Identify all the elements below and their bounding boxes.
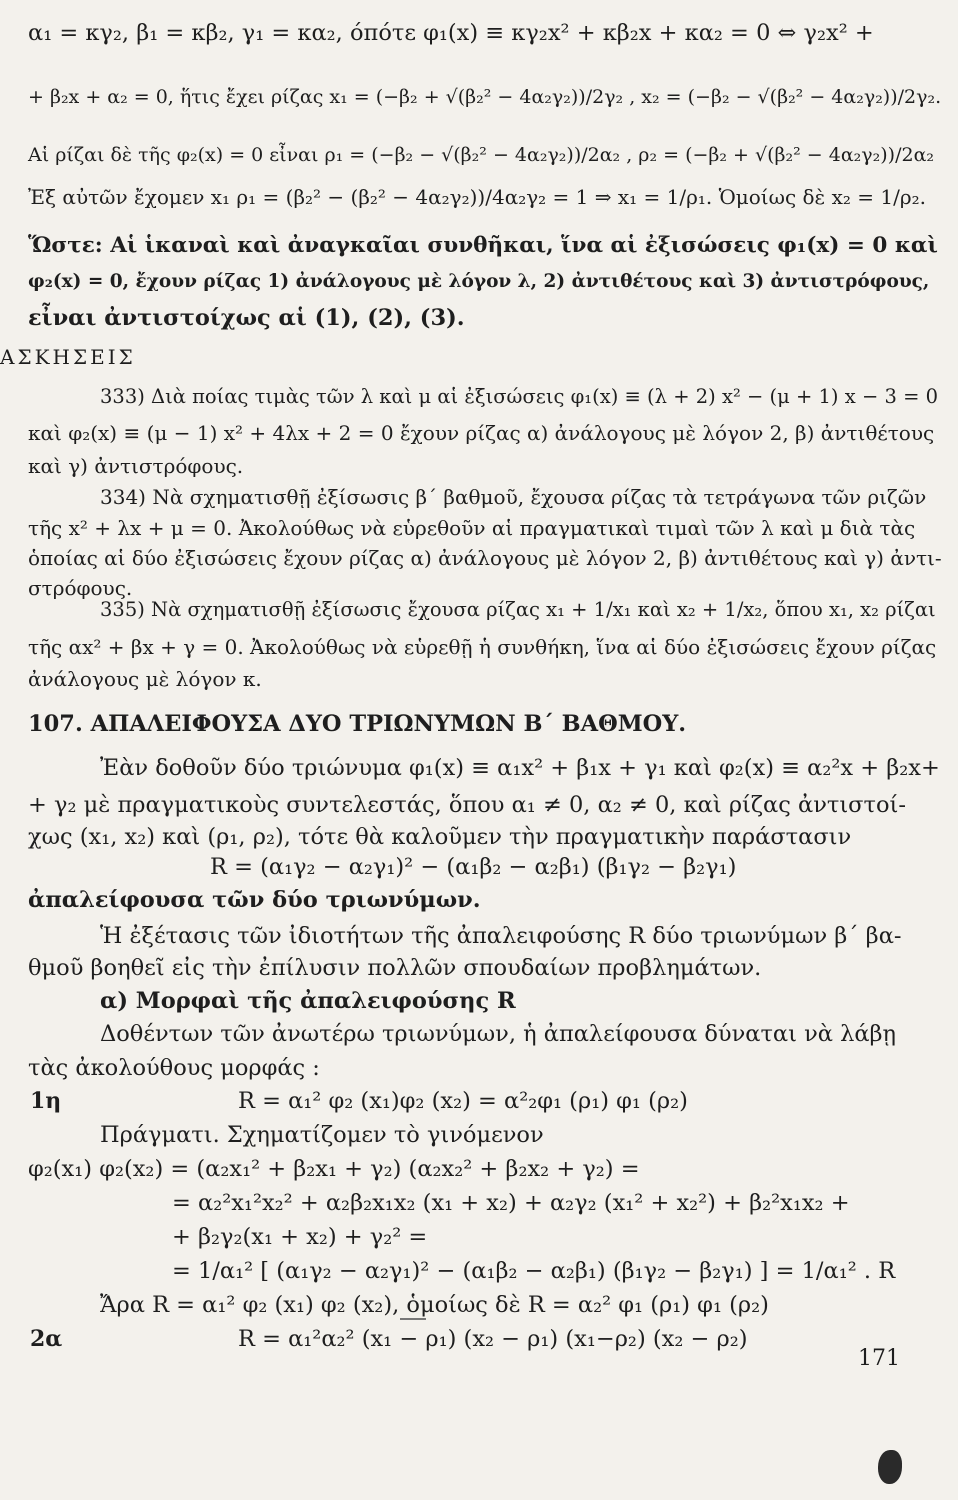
text-line: χως (x₁, x₂) καὶ (ρ₁, ρ₂), τότε θὰ καλοῦμεν τὴν πραγματικὴν παράστασιν: [28, 824, 852, 850]
text-line: εἶναι ἀντιστοίχως αἱ (1), (2), (3).: [28, 305, 465, 331]
formula-line: R = α₁² φ₂ (x₁)φ₂ (x₂) = α²₂φ₁ (ρ₁) φ₁ (ρ₂): [238, 1088, 688, 1114]
text-line: στρόφους.: [28, 576, 133, 600]
text-line: τῆς x² + λx + μ = 0. Ἀκολούθως νὰ εὑρεθοῦν αἱ πραγματικαὶ τιμαὶ τῶν λ καὶ μ διὰ τὰς: [28, 516, 916, 540]
text-line: τὰς ἀκολούθους μορφάς :: [28, 1055, 320, 1081]
text-line: φ₂(x) = 0, ἔχουν ρίζας 1) ἀνάλογους μὲ λόγον λ, 2) ἀντιθέτους καὶ 3) ἀντιστρόφους,: [28, 271, 930, 292]
ink-smudge: [878, 1450, 902, 1484]
exercise-335: 335) Νὰ σχηματισθῇ ἐξίσωσις ἔχουσα ρίζας x₁ + 1/x₁ καὶ x₂ + 1/x₂, ὅπου x₁, x₂ ρίζαι: [100, 598, 936, 621]
text-line: Ἐὰν δοθοῦν δύο τριώνυμα φ₁(x) ≡ α₁x² + β₁x + γ₁ καὶ φ₂(x) ≡ α₂²x + β₂x+: [100, 755, 940, 781]
text-line: καὶ φ₂(x) ≡ (μ − 1) x² + 4λx + 2 = 0 ἔχουν ρίζας α) ἀνάλογους μὲ λόγον 2, β) ἀντιθέτους: [28, 421, 935, 445]
text-line: Δοθέντων τῶν ἀνωτέρω τριωνύμων, ἡ ἀπαλείφουσα δύναται νὰ λάβῃ: [100, 1021, 897, 1047]
formula-line: = 1/α₁² [ (α₁γ₂ − α₂γ₁)² − (α₁β₂ − α₂β₁) (β₁γ₂ − β₂γ₁) ] = 1/α₁² . R: [172, 1258, 896, 1284]
exercise-334: 334) Νὰ σχηματισθῇ ἐξίσωσις β΄ βαθμοῦ, ἔχουσα ρίζας τὰ τετράγωνα τῶν ριζῶν: [100, 485, 927, 509]
resultant-formula: R = (α₁γ₂ − α₂γ₁)² − (α₁β₂ − α₂β₁) (β₁γ₂ − β₂γ₁): [210, 854, 737, 880]
text-line: ἀνάλογους μὲ λόγον κ.: [28, 667, 262, 691]
text-line: + γ₂ μὲ πραγματικοὺς συντελεστάς, ὅπου α₁ ≠ 0, α₂ ≠ 0, καὶ ρίζας ἀντιστοί-: [28, 792, 906, 818]
section-heading: 107. ΑΠΑΛΕΙΦΟΥΣΑ ΔΥΟ ΤΡΙΩΝΥΜΩΝ Β΄ ΒΑΘΜΟΥ.: [28, 711, 687, 737]
text-line: ἀπαλείφουσα τῶν δύο τριωνύμων.: [28, 887, 481, 913]
text-line: Ἐξ αὐτῶν ἔχομεν x₁ ρ₁ = (β₂² − (β₂² − 4α₂γ₂))/4α₂γ₂ = 1 ⇒ x₁ = 1/ρ₁. Ὁμοίως δὲ x₂ = 1/ρ₂.: [28, 185, 927, 209]
subsection-heading: α) Μορφαὶ τῆς ἀπαλειφούσης R: [100, 988, 516, 1014]
exercises-heading: ΑΣΚΗΣΕΙΣ: [0, 345, 136, 369]
exercise-333: 333) Διὰ ποίας τιμὰς τῶν λ καὶ μ αἱ ἐξισώσεις φ₁(x) ≡ (λ + 2) x² − (μ + 1) x − 3 = 0: [100, 385, 939, 408]
text-line: Ἡ ἐξέτασις τῶν ἰδιοτήτων τῆς ἀπαλειφούσης R δύο τριωνύμων β΄ βα-: [100, 923, 902, 949]
text-line: Πράγματι. Σχηματίζομεν τὸ γινόμενον: [100, 1122, 544, 1148]
text-line: ὁποίας αἱ δύο ἐξισώσεις ἔχουν ρίζας α) ἀνάλογους μὲ λόγον 2, β) ἀντιθέτους καὶ γ) ἀντι-: [28, 546, 942, 570]
formula-line: + β₂γ₂(x₁ + x₂) + γ₂² =: [172, 1224, 428, 1250]
text-line: καὶ γ) ἀντιστρόφους.: [28, 454, 244, 478]
formula-line: = α₂²x₁²x₂² + α₂β₂x₁x₂ (x₁ + x₂) + α₂γ₂ (x₁² + x₂²) + β₂²x₁x₂ +: [172, 1190, 850, 1216]
text-line: α₁ = κγ₂, β₁ = κβ₂, γ₁ = κα₂, όπότε φ₁(x) ≡ κγ₂x² + κβ₂x + κα₂ = 0 ⇔ γ₂x² +: [28, 20, 874, 46]
form-label-2: 2α: [30, 1326, 63, 1352]
formula-line: φ₂(x₁) φ₂(x₂) = (α₂x₁² + β₂x₁ + γ₂) (α₂x₂² + β₂x₂ + γ₂) =: [28, 1156, 640, 1182]
text-line: Αἱ ρίζαι δὲ τῆς φ₂(x) = 0 εἶναι ρ₁ = (−β₂ − √(β₂² − 4α₂γ₂))/2α₂ , ρ₂ = (−β₂ + √(β₂² − 4α₂γ₂))/2α₂: [28, 144, 935, 166]
page-number: 171: [858, 1346, 900, 1371]
form-label-1: 1η: [30, 1088, 62, 1114]
text-line: Ὥστε: Αἱ ἱκαναὶ καὶ ἀναγκαῖαι συνθῆκαι, ἵνα αἱ ἐξισώσεις φ₁(x) = 0 καὶ: [28, 233, 938, 258]
text-line: τῆς αx² + βx + γ = 0. Ἀκολούθως νὰ εὑρεθῇ ἡ συνθήκη, ἵνα αἱ δύο ἐξισώσεις ἔχουν ρίζας: [28, 635, 937, 659]
text-line: θμοῦ βοηθεῖ εἰς τὴν ἐπίλυσιν πολλῶν σπουδαίων προβλημάτων.: [28, 955, 762, 981]
text-line: + β₂x + α₂ = 0, ἥτις ἔχει ρίζας x₁ = (−β₂ + √(β₂² − 4α₂γ₂))/2γ₂ , x₂ = (−β₂ − √(β₂² − 4α₂γ₂))/2γ₂.: [28, 86, 942, 108]
formula-line: R = α₁²α₂² (x₁ − ρ₁) (x₂ − ρ₁) (x₁−ρ₂) (x₂ − ρ₂): [238, 1326, 748, 1352]
formula-line: Ἄρα R = α₁² φ₂ (x₁) φ₂ (x₂), ὁμοίως δὲ R = α₂² φ₁ (ρ₁) φ₁ (ρ₂): [100, 1292, 769, 1318]
divider: [400, 1318, 426, 1320]
